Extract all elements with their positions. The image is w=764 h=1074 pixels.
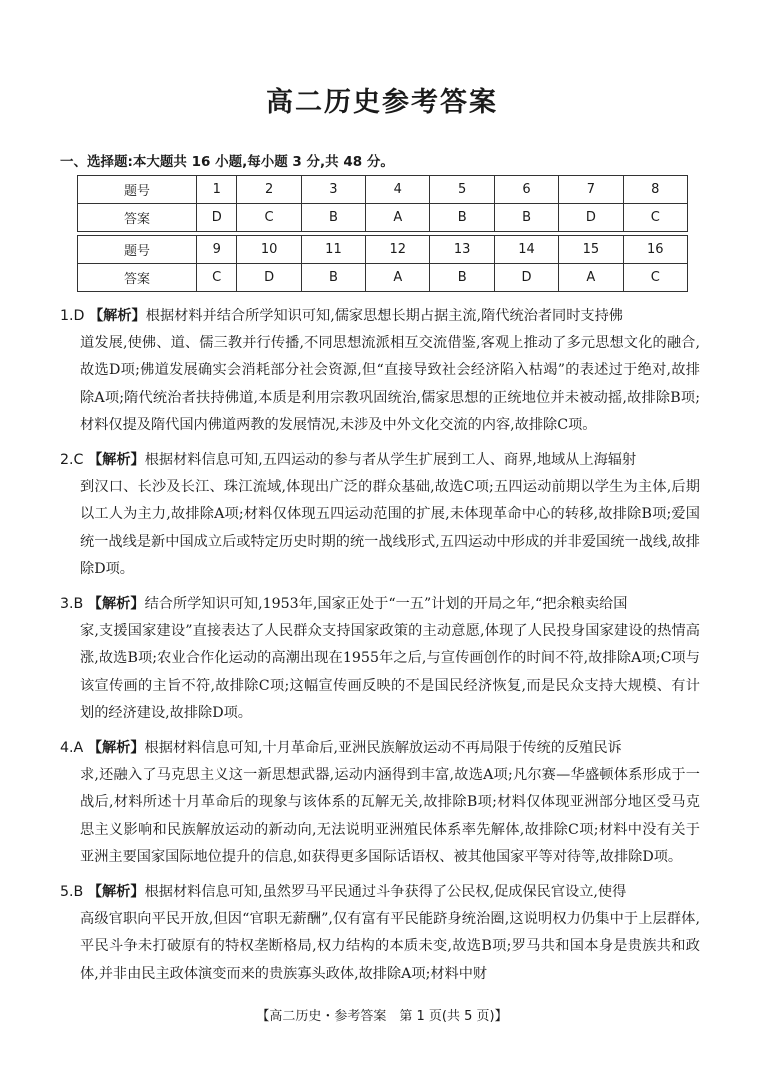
table-cell: C <box>237 204 301 232</box>
analysis-tag: 【解析】 <box>87 884 145 901</box>
table-cell: 12 <box>366 236 430 264</box>
table-cell: D <box>237 264 301 292</box>
explanation-first-line: 根据材料信息可知,虽然罗马平民通过斗争获得了公民权,促成保民官设立,使得 <box>144 884 627 901</box>
analysis-tag: 【解析】 <box>87 452 145 469</box>
table-cell: B <box>430 264 494 292</box>
section-heading: 一、选择题:本大题共 16 小题,每小题 3 分,共 48 分。 <box>60 154 394 170</box>
table-cell: 13 <box>430 236 494 264</box>
question-number: 1.D <box>60 308 85 324</box>
explanation-item <box>60 735 700 871</box>
analysis-tag: 【解析】 <box>88 308 146 324</box>
table-row <box>78 264 688 292</box>
table-cell: A <box>366 264 430 292</box>
explanation-first-line: 根据材料信息可知,十月革命后,亚洲民族解放运动不再局限于传统的反殖民诉 <box>144 740 622 757</box>
explanation-item <box>60 447 700 583</box>
table-cell: 10 <box>237 236 301 264</box>
row-label: 答案 <box>78 264 197 292</box>
analysis-tag: 【解析】 <box>87 740 145 757</box>
explanation-item <box>60 303 700 439</box>
explanation-first-line: 根据材料信息可知,五四运动的参与者从学生扩展到工人、商界,地域从上海辐射 <box>144 452 637 469</box>
table-cell: 8 <box>623 176 687 204</box>
question-number: 5.B <box>60 884 84 901</box>
table-cell: 9 <box>197 236 237 264</box>
table-cell: D <box>559 204 623 232</box>
table-cell: D <box>494 264 558 292</box>
table-cell: 1 <box>197 176 237 204</box>
table-cell: B <box>301 204 365 232</box>
table-cell: A <box>559 264 623 292</box>
question-number: 2.C <box>60 452 84 469</box>
table-cell: C <box>197 264 237 292</box>
table-cell: 16 <box>623 236 687 264</box>
table-cell: B <box>430 204 494 232</box>
table-cell: 2 <box>237 176 301 204</box>
table-cell: B <box>494 204 558 232</box>
question-number: 3.B <box>60 596 84 613</box>
analysis-tag: 【解析】 <box>87 596 145 613</box>
table-cell: 11 <box>301 236 365 264</box>
explanation-text: 道发展,使佛、道、儒三教并行传播,不同思想流派相互交流借鉴,客观上推动了多元思想文化的融合,故选D项;佛道发展确实会消耗部分社会资源,但“直接导致社会经济陷入枯竭”的表述过于绝对,故排除A项;隋代统治者扶持佛道,本质是利用宗教巩固统治,儒家思想的正统地位并未被动摇,故排除B项;材料仅提及隋代国内佛道两教的发展情况,未涉及中外文化交流的内容,故排除C项。 <box>80 335 700 433</box>
table-cell: B <box>301 264 365 292</box>
table-cell: 14 <box>494 236 558 264</box>
explanation-item <box>60 591 700 727</box>
table-cell: A <box>366 204 430 232</box>
table-row <box>78 236 688 264</box>
table-row <box>78 176 688 204</box>
explanation-list <box>60 303 700 996</box>
table-cell: 4 <box>366 176 430 204</box>
row-label: 答案 <box>78 204 197 232</box>
explanation-text: 家,支援国家建设”直接表达了人民群众支持国家政策的主动意愿,体现了人民投身国家建设的热情高涨,故选B项;农业合作化运动的高潮出现在1955年之后,与宣传画创作的时间不符,故排除A项;C项与该宣传画的主旨不符,故排除C项;这幅宣传画反映的不是国民经济恢复,而是民众支持大规模、有计划的经济建设,故排除D项。 <box>80 623 700 721</box>
explanation-item <box>60 879 700 988</box>
explanation-text: 到汉口、长沙及长江、珠江流域,体现出广泛的群众基础,故选C项;五四运动前期以学生为主体,后期以工人为主力,故排除A项;材料仅体现五四运动范围的扩展,未体现革命中心的转移,故排除B项;爱国统一战线是新中国成立后或特定历史时期的统一战线形式,五四运动中形成的并非爱国统一战线,故排除D项。 <box>80 479 700 577</box>
row-label: 题号 <box>78 176 197 204</box>
table-cell: 5 <box>430 176 494 204</box>
explanation-first-line: 结合所学知识可知,1953年,国家正处于“一五”计划的开局之年,“把余粮卖给国 <box>144 596 628 613</box>
table-cell: 15 <box>559 236 623 264</box>
question-number: 4.A <box>60 740 84 757</box>
table-cell: 6 <box>494 176 558 204</box>
table-cell: D <box>197 204 237 232</box>
explanation-text: 高级官职向平民开放,但因“官职无薪酬”,仅有富有平民能跻身统治圈,这说明权力仍集中于上层群体,平民斗争未打破原有的特权垄断格局,权力结构的本质未变,故选B项;罗马共和国本身是贵族共和政体,并非由民主政体演变而来的贵族寡头政体,故排除A项;材料中财 <box>80 911 700 982</box>
answer-table <box>77 175 688 292</box>
page-footer: 【高二历史・参考答案 第 1 页(共 5 页)】 <box>256 1009 508 1024</box>
table-cell: C <box>623 264 687 292</box>
explanation-text: 求,还融入了马克思主义这一新思想武器,运动内涵得到丰富,故选A项;凡尔赛—华盛顿体系形成于一战后,材料所述十月革命后的现象与该体系的瓦解无关,故排除B项;材料仅体现亚洲部分地区受马克思主义影响和民族解放运动的新动向,无法说明亚洲殖民体系率先解体,故排除C项;材料中没有关于亚洲主要国家国际地位提升的信息,如获得更多国际话语权、被其他国家平等对待等,故排除D项。 <box>80 767 700 865</box>
table-row <box>78 204 688 232</box>
page-title: 高二历史参考答案 <box>266 87 498 118</box>
explanation-first-line: 根据材料并结合所学知识可知,儒家思想长期占据主流,隋代统治者同时支持佛 <box>145 308 623 324</box>
table-cell: C <box>623 204 687 232</box>
row-label: 题号 <box>78 236 197 264</box>
table-cell: 7 <box>559 176 623 204</box>
table-cell: 3 <box>301 176 365 204</box>
